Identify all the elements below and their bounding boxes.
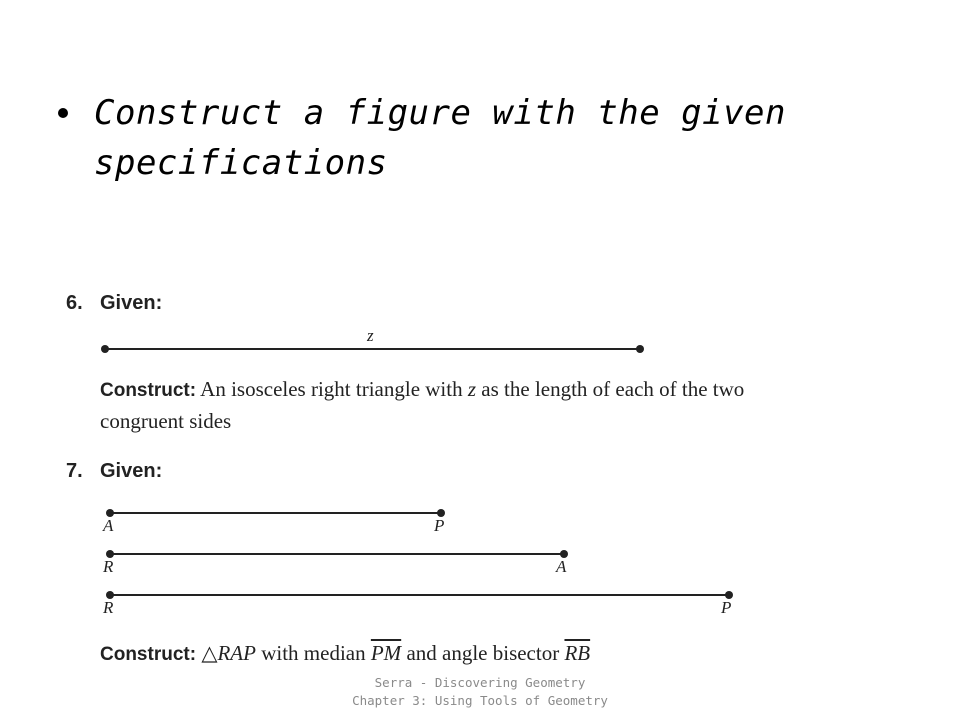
exercise-7-bisector: $\overline{RB}$ bbox=[564, 641, 591, 665]
exercise-6-construct bbox=[100, 374, 900, 436]
exercise-7-construct-mid2: and angle bisector bbox=[401, 641, 565, 665]
segments-drawing bbox=[48, 276, 908, 670]
exercise-6-construct-var: z bbox=[467, 377, 477, 401]
point-label-r2: R bbox=[103, 598, 114, 617]
exercise-7-construct-pre: △ bbox=[196, 641, 218, 665]
point-label-p1: P bbox=[434, 516, 445, 535]
segment-z-endpoint-right bbox=[636, 345, 644, 353]
exercise-6-construct-label: Construct: bbox=[100, 380, 197, 401]
bullet-text: Construct a figure with the given specifications bbox=[94, 93, 787, 183]
exercise-6-number: 6. bbox=[66, 292, 83, 314]
point-label-p2: P bbox=[721, 598, 732, 617]
textbook-figure bbox=[48, 276, 908, 670]
exercise-7-median: $\overline{PM}$ bbox=[370, 641, 402, 665]
point-label-r1: R bbox=[103, 557, 114, 576]
slide-footer bbox=[300, 674, 660, 710]
footer-line-2: Chapter 3: Using Tools of Geometry bbox=[352, 693, 608, 708]
bullet-marker bbox=[58, 108, 68, 118]
exercise-6-construct-text-b: as the length of each of the two bbox=[476, 377, 745, 401]
point-label-a2: A bbox=[556, 557, 567, 576]
exercise-6-construct-text-c: congruent sides bbox=[100, 409, 232, 433]
footer-line-1: Serra - Discovering Geometry bbox=[374, 675, 586, 690]
exercise-6-given-label: Given: bbox=[100, 292, 163, 314]
segment-z-endpoint-left bbox=[101, 345, 109, 353]
exercise-7-construct-mid: with median bbox=[255, 641, 371, 665]
exercise-7-number: 7. bbox=[66, 460, 83, 482]
exercise-7-construct-label: Construct: bbox=[100, 644, 197, 665]
exercise-7-given-label: Given: bbox=[100, 460, 163, 482]
point-label-a1: A bbox=[103, 516, 114, 535]
segment-z-label: z bbox=[367, 326, 374, 345]
exercise-7-triangle-name: RAP bbox=[217, 641, 256, 665]
exercise-7-construct bbox=[100, 638, 900, 670]
exercise-6-construct-text-a: An isosceles right triangle with bbox=[196, 377, 468, 401]
